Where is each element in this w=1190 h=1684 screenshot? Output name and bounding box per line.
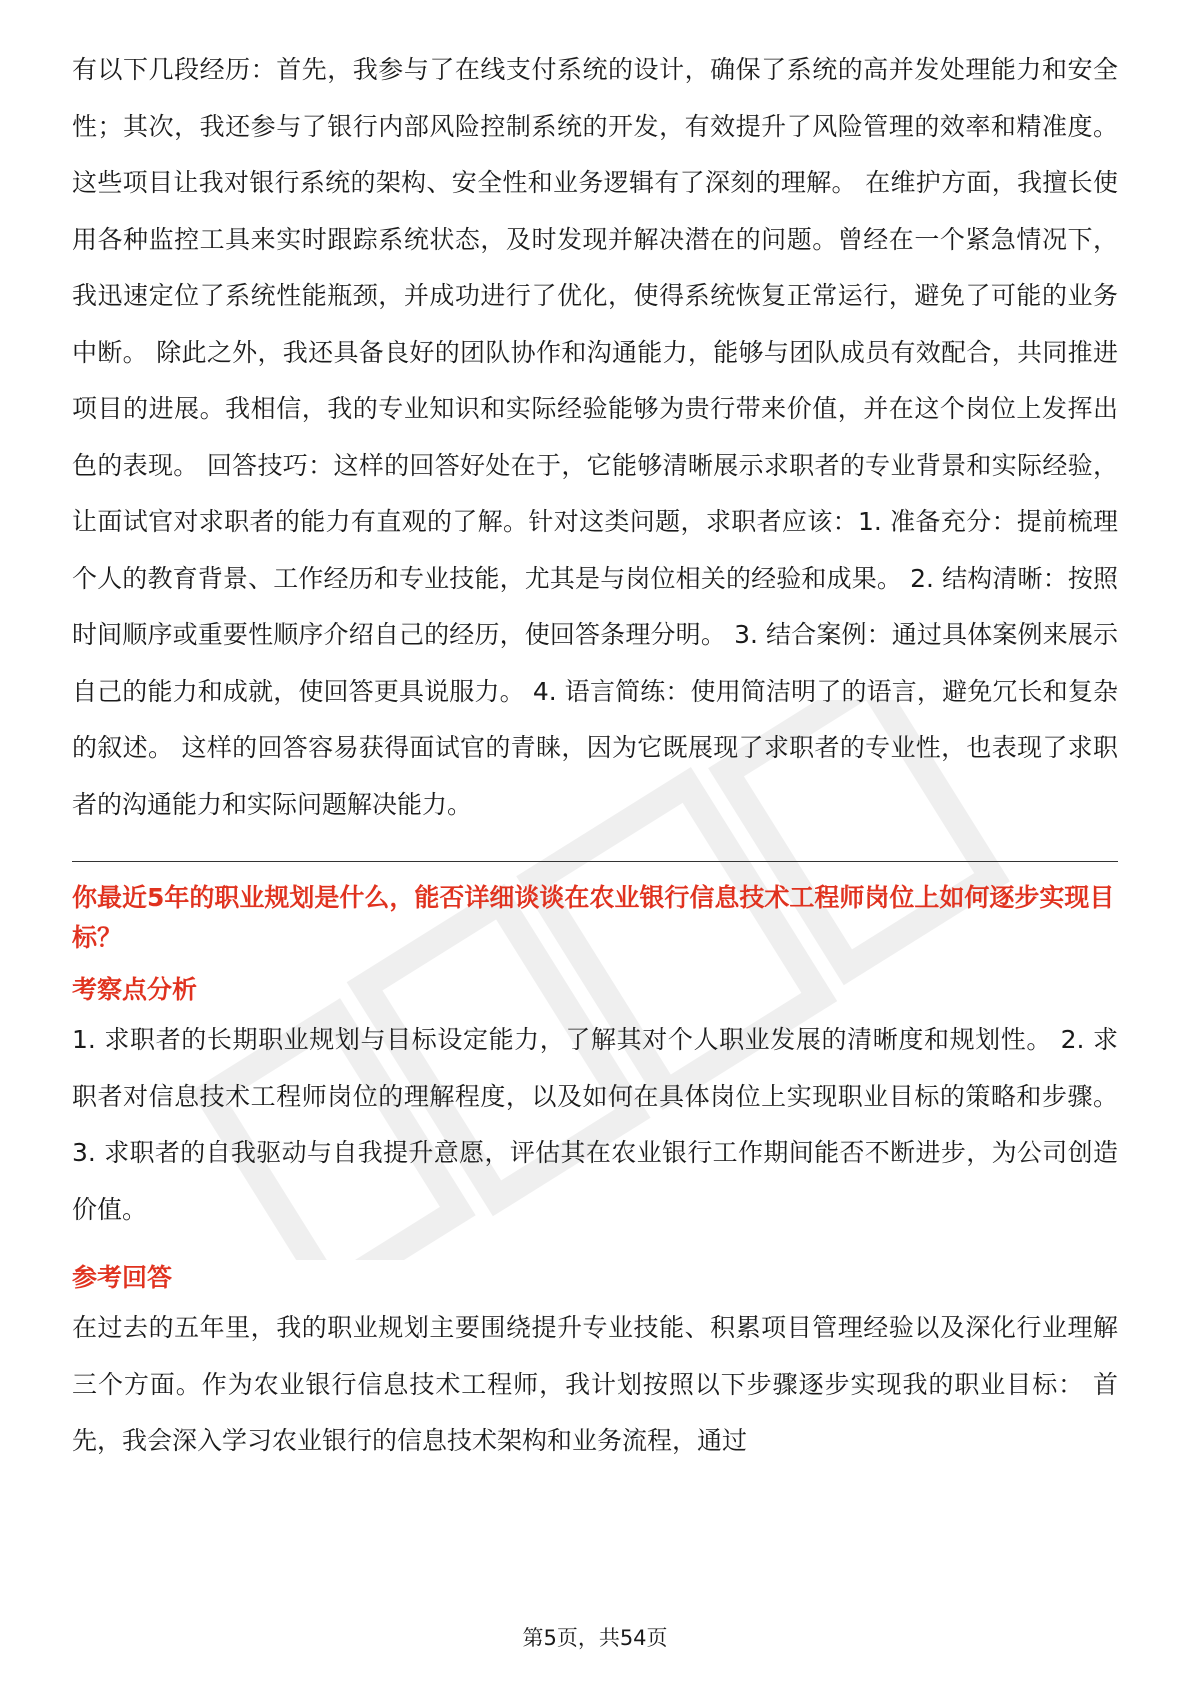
page-number: 第5页，共54页	[522, 1626, 668, 1650]
analysis-paragraph: 1. 求职者的长期职业规划与目标设定能力，了解其对个人职业发展的清晰度和规划性。 2. 求职者对信息技术工程师岗位的理解程度，以及如何在具体岗位上实现职业目标的策略和步骤。 3. 求职者的自我驱动与自我提升意愿，评估其在农业银行工作期间能否不断进步，为公司创造价值。	[72, 1025, 1118, 1224]
section-divider	[72, 861, 1118, 862]
answer-title: 参考回答	[72, 1263, 173, 1292]
analysis-title: 考察点分析	[72, 975, 198, 1004]
answer-paragraph: 在过去的五年里，我的职业规划主要围绕提升专业技能、积累项目管理经验以及深化行业理解三个方面。作为农业银行信息技术工程师，我计划按照以下步骤逐步实现我的职业目标： 首先，我会深入学习农业银行的信息技术架构和业务流程，通过	[72, 1313, 1118, 1455]
question-heading: 你最近5年的职业规划是什么，能否详细谈谈在农业银行信息技术工程师岗位上如何逐步实现目标？	[72, 883, 1115, 952]
body-paragraph: 有以下几段经历：首先，我参与了在线支付系统的设计，确保了系统的高并发处理能力和安全性；其次，我还参与了银行内部风险控制系统的开发，有效提升了风险管理的效率和精准度。这些项目让我对银行系统的架构、安全性和业务逻辑有了深刻的理解。 在维护方面，我擅长使用各种监控工具来实时跟踪系统状态，及时发现并解决潜在的问题。曾经在一个紧急情况下，我迅速定位了系统性能瓶颈，并成功进行了优化，使得系统恢复正常运行，避免了可能的业务中断。 除此之外，我还具备良好的团队协作和沟通能力，能够与团队成员有效配合，共同推进项目的进展。我相信，我的专业知识和实际经验能够为贵行带来价值，并在这个岗位上发挥出色的表现。 回答技巧：这样的回答好处在于，它能够清晰展示求职者的专业背景和实际经验，让面试官对求职者的能力有直观的了解。针对这类问题，求职者应该：1. 准备充分：提前梳理个人的教育背景、工作经历和专业技能，尤其是与岗位相关的经验和成果。 2. 结构清晰：按照时间顺序或重要性顺序介绍自己的经历，使回答条理分明。 3. 结合案例：通过具体案例来展示自己的能力和成就，使回答更具说服力。 4. 语言简练：使用简洁明了的语言，避免冗长和复杂的叙述。 这样的回答容易获得面试官的青睐，因为它既展现了求职者的专业性，也表现了求职者的沟通能力和实际问题解决能力。	[72, 55, 1118, 819]
document-page	[72, 42, 1118, 1470]
